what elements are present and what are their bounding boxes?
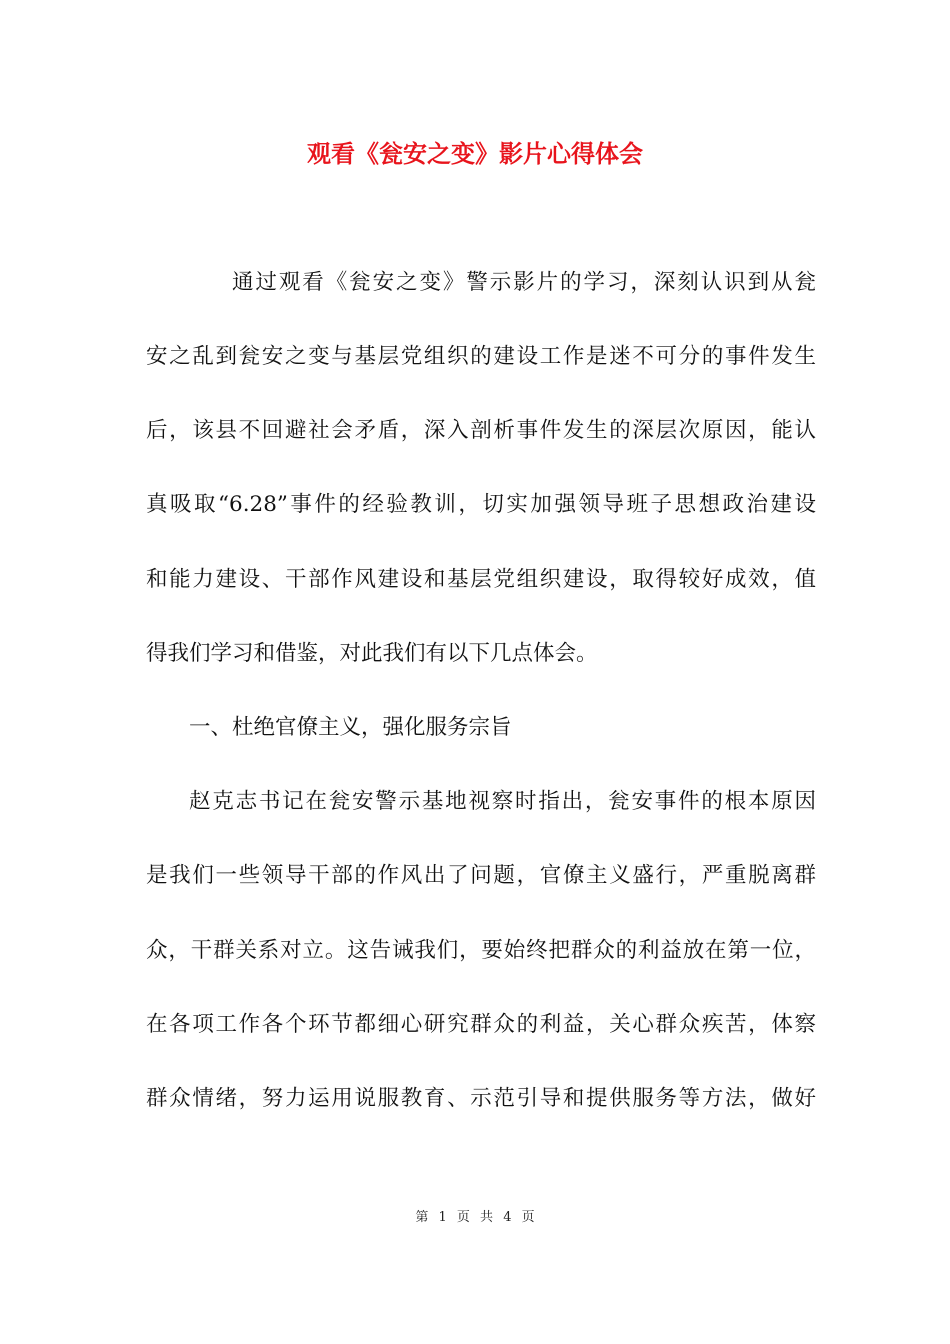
page-number-footer: 第 1 页 共 4 页 bbox=[415, 1210, 535, 1225]
paragraph-2-line-2: 是我们一些领导干部的作风出了问题，官僚主义盛行，严重脱离群 bbox=[146, 863, 816, 888]
paragraph-1-line-6: 得我们学习和借鉴，对此我们有以下几点体会。 bbox=[146, 641, 598, 666]
document-title: 观看《瓮安之变》影片心得体会 bbox=[307, 140, 643, 168]
paragraph-1-line-3: 后，该县不回避社会矛盾，深入剖析事件发生的深层次原因，能认 bbox=[146, 418, 816, 443]
section-heading-1: 一、杜绝官僚主义，强化服务宗旨 bbox=[189, 715, 512, 740]
paragraph-2-line-5: 群众情绪，努力运用说服教育、示范引导和提供服务等方法，做好 bbox=[146, 1086, 816, 1111]
paragraph-1-line-2: 安之乱到瓮安之变与基层党组织的建设工作是迷不可分的事件发生 bbox=[146, 344, 816, 369]
paragraph-2-line-3: 众，干群关系对立。这告诫我们，要始终把群众的利益放在第一位， bbox=[146, 938, 816, 963]
paragraph-2-line-4: 在各项工作各个环节都细心研究群众的利益，关心群众疾苦，体察 bbox=[146, 1012, 816, 1037]
paragraph-1-line-5: 和能力建设、干部作风建设和基层党组织建设，取得较好成效，值 bbox=[146, 567, 816, 592]
paragraph-1-line-4: 真吸取“6.28”事件的经验教训，切实加强领导班子思想政治建设 bbox=[146, 492, 816, 517]
paragraph-1-line-1: 通过观看《瓮安之变》警示影片的学习，深刻认识到从瓮 bbox=[232, 270, 816, 295]
paragraph-2-line-1: 赵克志书记在瓮安警示基地视察时指出，瓮安事件的根本原因 bbox=[189, 789, 816, 814]
